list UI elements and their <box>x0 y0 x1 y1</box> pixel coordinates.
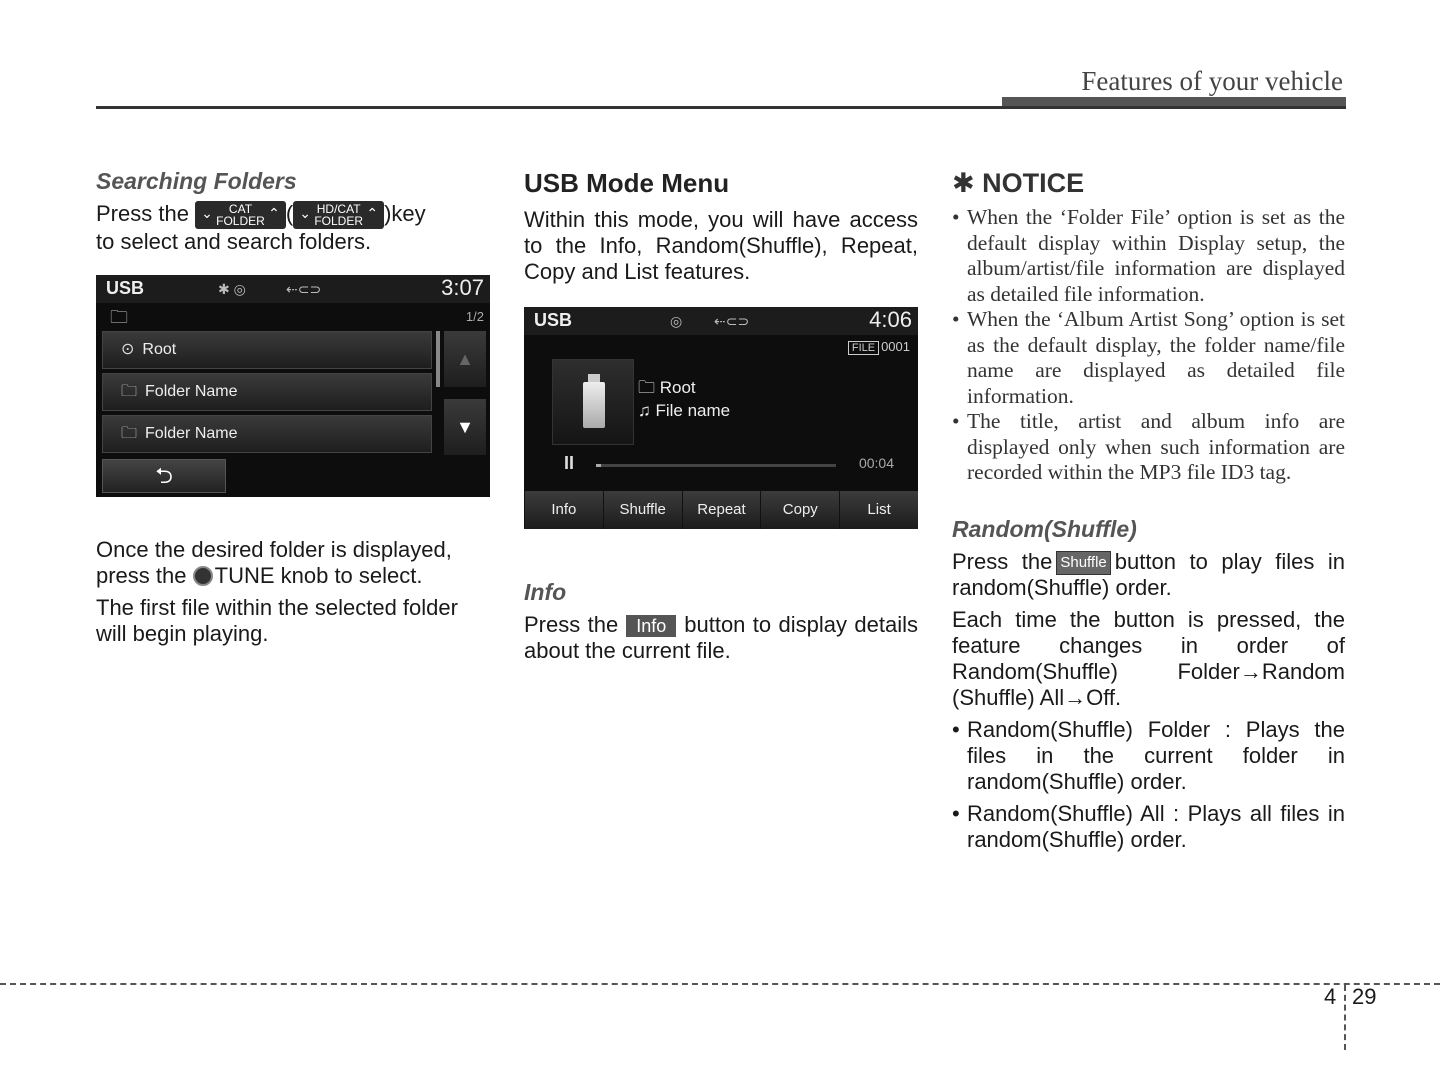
shuffle-button-graphic: Shuffle <box>1056 551 1110 575</box>
subhead-random-shuffle: Random(Shuffle) <box>952 515 1137 542</box>
notice-list <box>952 205 1345 486</box>
file-name: File name <box>655 401 731 420</box>
chevron-up-icon: ⌃ <box>366 205 379 222</box>
screen-clock: 3:07 <box>441 275 484 301</box>
chevron-up-icon: ⌃ <box>268 205 280 222</box>
usb-folder-screen <box>96 275 490 497</box>
album-art <box>552 359 634 445</box>
page-number: 29 <box>1352 984 1377 1009</box>
list-item-root[interactable] <box>102 331 432 369</box>
file-number-badge <box>848 339 910 354</box>
menu-info-button[interactable]: Info <box>524 491 603 529</box>
page-indicator: 1/2 <box>465 309 484 325</box>
folder-icon: 🗀 <box>110 307 128 328</box>
screen-clock: 4:06 <box>869 307 912 332</box>
usb-icon: ⇠⊂⊃ <box>286 281 322 298</box>
scroll-up-button[interactable] <box>444 331 486 387</box>
list-item-label: Root <box>142 341 177 359</box>
hd-cat-folder-key <box>293 201 384 229</box>
info-button-graphic: Info <box>626 615 676 637</box>
usb-icon: ⇠⊂⊃ <box>714 313 750 329</box>
select-folders-text: to select and search folders. <box>96 229 372 255</box>
chapter-number: 4 <box>1324 984 1337 1009</box>
elapsed-time: 00:04 <box>858 455 894 471</box>
shuffle-mode-item: • Random(Shuffle) All : Plays all files in random(Shuffle) order. <box>952 801 1345 853</box>
folder-icon: 🗀 <box>121 425 138 443</box>
back-arrow-icon: ⮌ <box>155 463 173 489</box>
scrollbar[interactable] <box>436 331 440 387</box>
column-usb-mode-menu <box>524 168 918 670</box>
list-item-folder[interactable] <box>102 415 432 453</box>
para-text: button to play files in random(Shuffle) order. <box>952 548 1345 600</box>
column-notice <box>952 168 1345 859</box>
chevron-down-icon: ⌄ <box>201 205 213 222</box>
triangle-up-icon: ▲ <box>456 349 474 370</box>
key-suffix: )key <box>384 201 426 226</box>
heading-usb-mode-menu: USB Mode Menu <box>524 168 730 198</box>
menu-copy-button[interactable]: Copy <box>760 491 839 529</box>
folder-icon: 🗀 <box>121 383 138 401</box>
key-bottom-label: FOLDER <box>216 214 265 229</box>
folder-key-instruction <box>96 201 490 255</box>
para-text: Once the desired folder is displayed, press the <box>96 537 452 589</box>
para-text: TUNE knob to select. <box>214 563 423 589</box>
running-header: Features of your vehicle <box>1081 66 1343 96</box>
notice-item: • The title, artist and album info are displayed only when such information are recorded within the MP3 file ID3 tag. <box>952 409 1345 486</box>
subhead-info: Info <box>524 579 567 605</box>
screen-mode-label: USB <box>106 278 145 299</box>
play-circle-icon: ⊙ <box>121 341 135 359</box>
screen-mode-label: USB <box>534 310 573 330</box>
info-instruction <box>524 612 918 664</box>
para-text: Press the <box>952 548 1053 574</box>
usb-drive-icon <box>583 382 605 428</box>
list-item-label: Folder Name <box>145 425 238 443</box>
progress-fill <box>596 464 601 467</box>
menu-repeat-button[interactable]: Repeat <box>682 491 761 529</box>
shuffle-instruction <box>952 549 1345 601</box>
menu-list-button[interactable]: List <box>839 491 918 529</box>
music-note-icon: ♫ <box>638 401 651 420</box>
usb-mode-intro: Within this mode, you will have access to the Info, Random(Shuffle), Repeat, Copy and List features. <box>524 207 918 284</box>
usb-playback-screen <box>524 307 918 529</box>
pause-icon[interactable]: II <box>564 453 575 473</box>
key-top-label: HD/CAT <box>316 202 361 217</box>
footer-divider <box>1344 985 1346 1050</box>
subhead-searching-folders: Searching Folders <box>96 168 297 194</box>
column-searching-folders <box>96 168 490 653</box>
triangle-down-icon: ▼ <box>456 417 474 438</box>
bluetooth-icon: ✱ ◎ <box>218 281 246 298</box>
file-box-label: FILE <box>848 341 879 355</box>
notice-item: • When the ‘Folder File’ option is set as the default display within Display setup, the album/artist/file information are displayed as detailed file information. <box>952 205 1345 307</box>
shuffle-mode-item: • Random(Shuffle) Folder : Plays the files in the current folder in random(Shuffle) order. <box>952 717 1345 795</box>
progress-bar[interactable] <box>596 464 836 467</box>
disc-icon: ◎ <box>670 313 683 329</box>
notice-item: • When the ‘Album Artist Song’ option is set as the default display, the folder name/file name are displayed as detailed file information. <box>952 307 1345 409</box>
list-item-label: Folder Name <box>145 383 238 401</box>
usb-menu-bar <box>524 491 918 529</box>
menu-shuffle-button[interactable]: Shuffle <box>603 491 682 529</box>
key-top-label: CAT <box>228 202 253 217</box>
key-separator: ( <box>285 201 294 226</box>
tune-knob-icon <box>193 566 213 586</box>
tune-knob-instruction <box>96 537 490 589</box>
press-the-text: Press the <box>96 201 189 226</box>
folder-icon: 🗀 <box>638 378 655 397</box>
cat-folder-key <box>195 201 286 229</box>
footer-rule <box>0 983 1440 985</box>
current-file <box>638 401 730 421</box>
shuffle-order-paragraph: Each time the button is pressed, the feature changes in order of Random(Shuffle) Folder→Random (Shuffle) All→Off. <box>952 606 1345 710</box>
header-rule <box>96 106 1346 109</box>
list-item-folder[interactable] <box>102 373 432 411</box>
back-button[interactable] <box>102 459 226 493</box>
chevron-down-icon: ⌄ <box>299 205 311 222</box>
file-number: 0001 <box>881 339 910 354</box>
folder-name: Root <box>659 378 696 397</box>
notice-heading: ✱ NOTICE <box>952 168 1085 198</box>
current-folder <box>638 375 696 404</box>
para-text: Press the <box>524 612 619 637</box>
scroll-down-button[interactable] <box>444 399 486 455</box>
first-file-paragraph: The first file within the selected folder will begin playing. <box>96 595 458 647</box>
shuffle-mode-list <box>952 717 1345 853</box>
key-bottom-label: FOLDER <box>314 214 363 229</box>
para-text: button to display details about the current file. <box>524 612 918 663</box>
